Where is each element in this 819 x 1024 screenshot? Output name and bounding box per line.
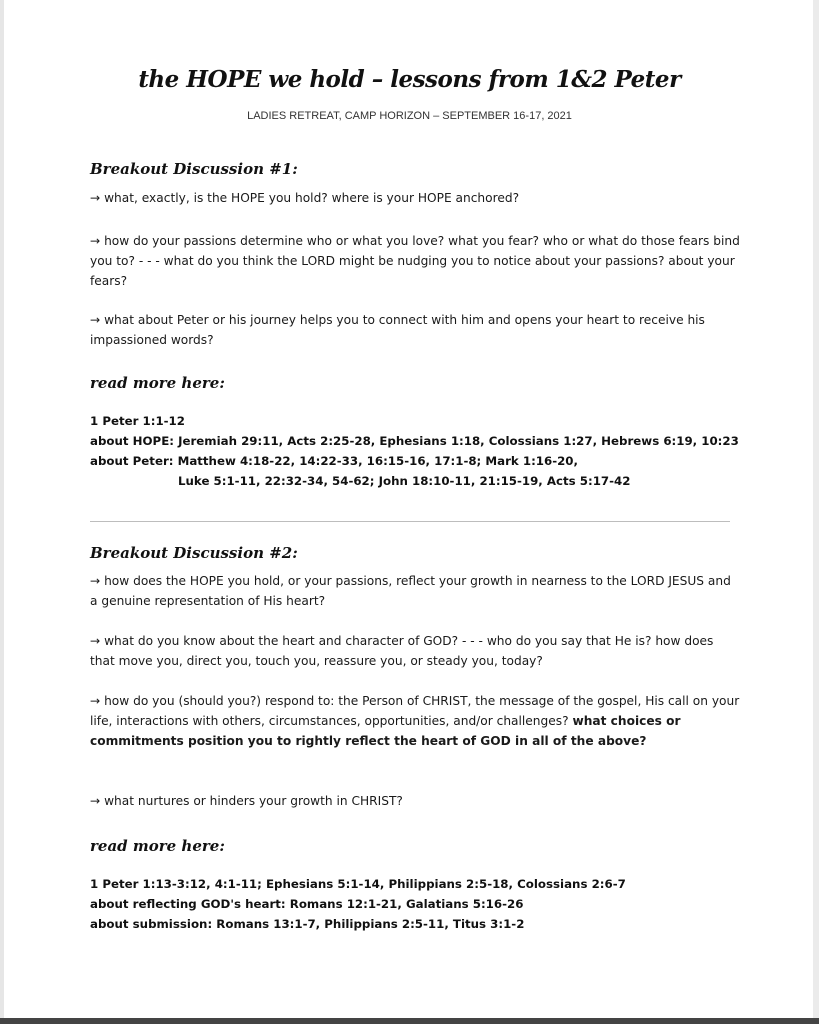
reference-line: about HOPE: Jeremiah 29:11, Acts 2:25-28, Ephesians 1:18, Colossians 1:27, Hebrews 6:19, 10:23 — [90, 434, 739, 448]
breakout-2-question-4: → what nurtures or hinders your growth in CHRIST? — [90, 794, 403, 808]
breakout-2-question-2: → what do you know about the heart and character of GOD? - - - who do you say that He is? how does that move you, direct you, touch you, reassure you, or steady you, today? — [90, 634, 714, 668]
breakout-1-references — [90, 411, 740, 491]
reference-line: about submission: Romans 13:1-7, Philippians 2:5-11, Titus 3:1-2 — [90, 917, 525, 931]
question-3-text: → how do you (should you?) respond to: the Person of CHRIST, the message of the gospel, His call on your life, interactions with others, circumstances, opportunities, and/or challenges? — [90, 694, 740, 728]
breakout-2-heading: Breakout Discussion #2: — [90, 544, 298, 562]
document-subtitle: LADIES RETREAT, CAMP HORIZON – SEPTEMBER 16-17, 2021 — [247, 110, 572, 122]
breakout-1-heading: Breakout Discussion #1: — [90, 160, 298, 178]
reference-line: about Peter: Matthew 4:18-22, 14:22-33, 16:15-16, 17:1-8; Mark 1:16-20, — [90, 454, 578, 468]
reference-line: 1 Peter 1:1-12 — [90, 414, 185, 428]
document-title: the HOPE we hold – lessons from 1&2 Peter — [138, 66, 681, 93]
breakout-1-question-3: → what about Peter or his journey helps you to connect with him and opens your heart to receive his impassioned words? — [90, 313, 705, 347]
left-frame-edge — [0, 0, 4, 1024]
breakout-2-references — [90, 874, 740, 934]
reference-line: about reflecting GOD's heart: Romans 12:1-21, Galatians 5:16-26 — [90, 897, 524, 911]
breakout-1-question-1: → what, exactly, is the HOPE you hold? where is your HOPE anchored? — [90, 191, 520, 205]
section-divider — [90, 521, 730, 522]
breakout-2-question-1: → how does the HOPE you hold, or your passions, reflect your growth in nearness to the LORD JESUS and a genuine representation of His heart? — [90, 574, 731, 608]
reference-line: 1 Peter 1:13-3:12, 4:1-11; Ephesians 5:1-14, Philippians 2:5-18, Colossians 2:6-7 — [90, 877, 626, 891]
breakout-2-read-more-heading: read more here: — [90, 837, 225, 855]
reference-line: Luke 5:1-11, 22:32-34, 54-62; John 18:10-11, 21:15-19, Acts 5:17-42 — [178, 474, 631, 488]
bottom-frame-edge — [0, 1018, 819, 1024]
breakout-1-question-2: → how do your passions determine who or what you love? what you fear? who or what do those fears bind you to? - - - what do you think the LORD might be nudging you to notice about your passions? about your fears? — [90, 234, 740, 288]
right-frame-edge — [813, 0, 819, 1024]
breakout-1-read-more-heading: read more here: — [90, 374, 225, 392]
breakout-2-question-3 — [90, 691, 740, 751]
question-3-emphasis: what choices or commitments position you to rightly reflect the heart of GOD in all of the above? — [90, 714, 681, 748]
